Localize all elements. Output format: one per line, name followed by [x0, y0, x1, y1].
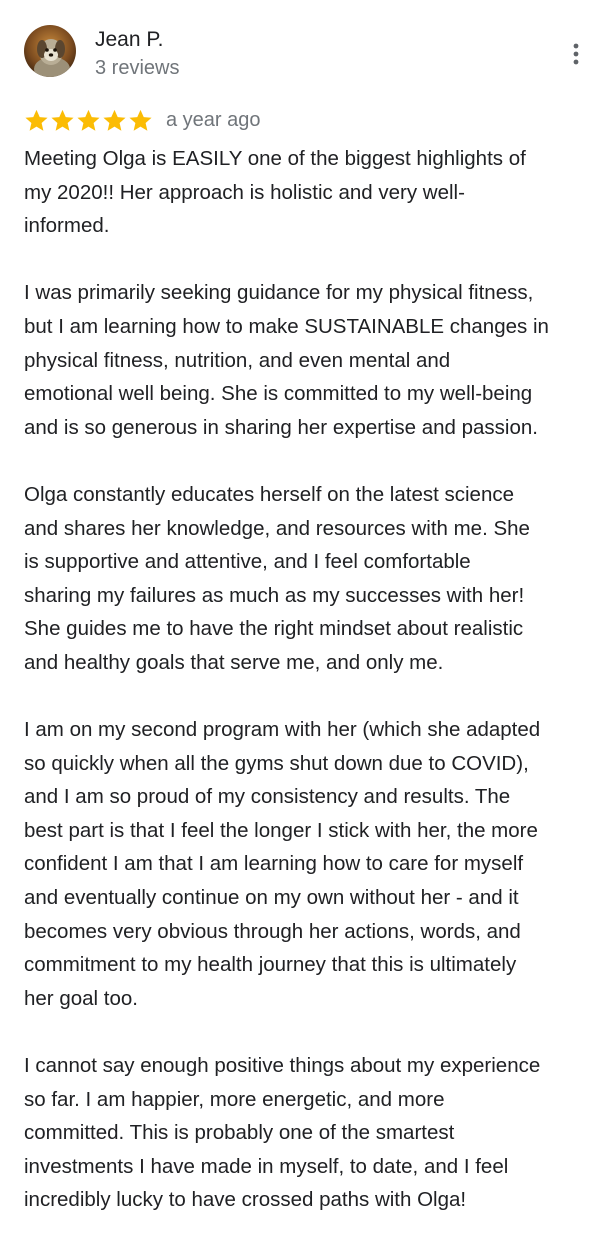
review-line: Meeting Olga is EASILY one of the biggest highlights of	[24, 147, 526, 170]
review-line: I cannot say enough positive things about my experience	[24, 1054, 541, 1078]
review-line: commitment to my health journey that this is ultimately	[24, 953, 517, 977]
review-timestamp: a year ago	[166, 109, 261, 131]
star-icon	[102, 108, 127, 133]
review-line: so quickly when all the gyms shut down due to COVID),	[24, 751, 529, 775]
star-icon	[76, 108, 101, 133]
review-line: incredibly lucky to have crossed paths with Olga!	[24, 1188, 467, 1212]
review-line: emotional well being. She is committed to my well-being	[24, 382, 533, 406]
review-line: becomes very obvious through her actions, words, and	[24, 919, 521, 943]
review-line: is supportive and attentive, and I feel comfortable	[24, 550, 471, 574]
more-vert-icon	[573, 43, 579, 65]
review-paragraph	[24, 713, 592, 1015]
review-paragraph	[24, 478, 592, 680]
star-rating	[24, 108, 153, 133]
review-line: and I am so proud of my consistency and results. The	[24, 785, 511, 809]
star-icon	[50, 108, 75, 133]
review-line: She guides me to have the right mindset about realistic	[24, 617, 524, 641]
review-line: and shares her knowledge, and resources with me. She	[24, 516, 530, 540]
review-line: I am on my second program with her (which she adapted	[24, 718, 541, 742]
review-paragraph	[24, 142, 592, 243]
review-paragraph	[24, 276, 592, 444]
review-line: committed. This is probably one of the smartest	[24, 1121, 455, 1145]
review-line: informed.	[24, 214, 110, 238]
star-icon	[24, 108, 49, 133]
review-line: confident I am that I am learning how to care for myself	[24, 852, 524, 876]
review-line: sharing my failures as much as my successes with her!	[24, 583, 525, 607]
review-line: physical fitness, nutrition, and even mental and	[24, 348, 451, 372]
review-line: and healthy goals that serve me, and only me.	[24, 650, 444, 674]
reviewer-review-count[interactable]: 3 reviews	[95, 57, 180, 79]
reviewer-avatar[interactable]	[24, 25, 76, 77]
review-line: I was primarily seeking guidance for my physical fitness,	[24, 281, 534, 305]
review-paragraph	[24, 1049, 592, 1217]
review-line: my 2020!! Her approach is holistic and very well-	[24, 180, 465, 204]
review-line: but I am learning how to make SUSTAINABLE changes in	[24, 314, 549, 338]
review-text	[24, 142, 592, 1251]
review-line: Olga constantly educates herself on the latest science	[24, 482, 515, 506]
review-line: so far. I am happier, more energetic, and more	[24, 1087, 445, 1111]
review-line: best part is that I feel the longer I stick with her, the more	[24, 818, 538, 842]
review-line: her goal too.	[24, 986, 138, 1010]
reviewer-name[interactable]: Jean P.	[95, 28, 164, 51]
review-line: and eventually continue on my own without her - and it	[24, 886, 519, 910]
star-icon	[128, 108, 153, 133]
review-line: and is so generous in sharing her expertise and passion.	[24, 415, 538, 439]
avatar-photo	[24, 25, 76, 77]
review-line: investments I have made in myself, to date, and I feel	[24, 1154, 509, 1178]
more-options-button[interactable]	[560, 36, 592, 72]
rating-row	[24, 105, 261, 135]
